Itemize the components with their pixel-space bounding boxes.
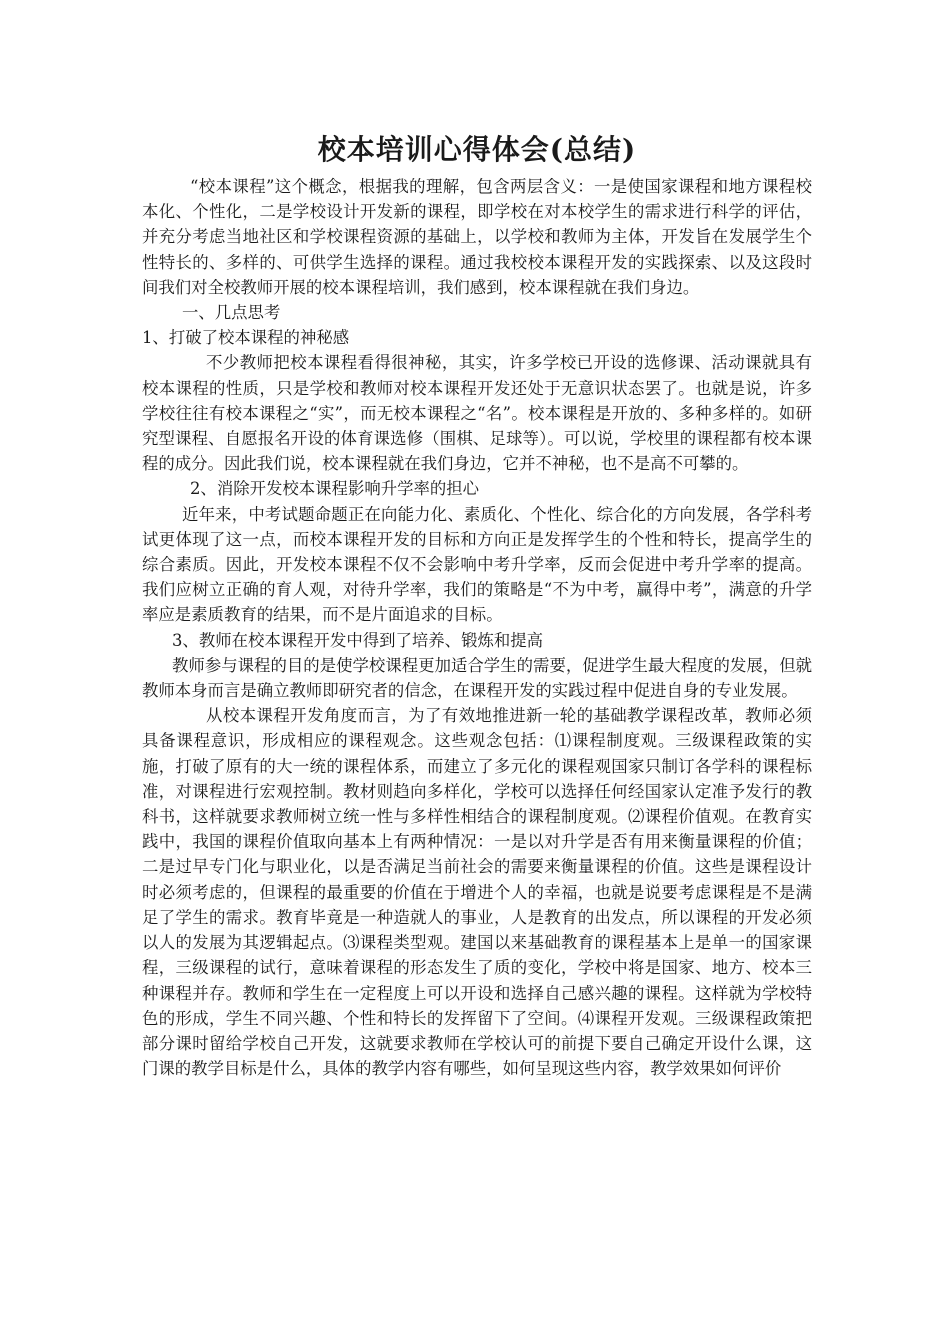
- document-page: [142, 128, 812, 1081]
- paragraph-3: 教师参与课程的目的是使学校课程更加适合学生的需要，促进学生最大程度的发展，但就教师本身而言是确立教师即研究者的信念，在课程开发的实践过程中促进自身的专业发展。: [142, 655, 812, 701]
- paragraph-4: 从校本课程开发角度而言，为了有效地推进新一轮的基础教学课程改革，教师必须具备课程意识，形成相应的课程观念。这些观念包括：⑴课程制度观。三级课程政策的实施，打破了原有的大一统的课程体系，而建立了多元化的课程观国家只制订各学科的课程标准，对课程进行宏观控制。教材则趋向多样化，学校可以选择任何经国家认定准予发行的教科书，这样就要求教师树立统一性与多样性相结合的课程制度观。⑵课程价值观。在教育实践中，我国的课程价值取向基本上有两种情况：一是以对升学是否有用来衡量课程的价值；二是过早专门化与职业化，以是否满足当前社会的需要来衡量课程的价值。这些是课程设计时必须考虑的，但课程的最重要的价值在于增进个人的幸福，也就是说要考虑课程是不是满足了学生的需求。教育毕竟是一种造就人的事业，人是教育的出发点，所以课程的开发必须以人的发展为其逻辑起点。⑶课程类型观。建国以来基础教育的课程基本上是单一的国家课程，三级课程的试行，意味着课程的形态发生了质的变化，学校中将是国家、地方、校本三种课程并存。教师和学生在一定程度上可以开设和选择自己感兴趣的课程。这样就为学校特色的形成，学生不同兴趣、个性和特长的发挥留下了空间。⑷课程开发观。三级课程政策把部分课时留给学校自己开发，这就要求教师在学校认可的前提下要自己确定开设什么课，这门课的教学目标是什么，具体的教学内容有哪些，如何呈现这些内容，教学效果如何评价: [142, 706, 812, 1079]
- paragraph-1: 不少教师把校本课程看得很神秘，其实，许多学校已开设的选修课、活动课就具有校本课程的性质，只是学校和教师对校本课程开发还处于无意识状态罢了。也就是说，许多学校往往有校本课程之“实”，而无校本课程之“名”。校本课程是开放的、多种多样的。如研究型课程、自愿报名开设的体育课选修（围棋、足球等）。可以说，学校里的课程都有校本课程的成分。因此我们说，校本课程就在我们身边，它并不神秘，也不是高不可攀的。: [142, 353, 812, 474]
- document-title: 校本培训心得体会(总结): [317, 133, 637, 166]
- subheading-3: 3、教师在校本课程开发中得到了培养、锻炼和提高: [172, 630, 544, 650]
- intro-paragraph: “校本课程”这个概念，根据我的理解，包含两层含义：一是使国家课程和地方课程校本化、个性化，二是学校设计开发新的课程，即学校在对本校学生的需求进行科学的评估，并充分考虑当地社区和学校课程资源的基础上，以学校和教师为主体，开发旨在发展学生个性特长的、多样的、可供学生选择的课程。通过我校校本课程开发的实践探索、以及这段时间我们对全校教师开展的校本课程培训，我们感到，校本课程就在我们身边。: [142, 177, 812, 297]
- section-heading-thoughts: 一、几点思考: [182, 303, 281, 323]
- subheading-1: 1、打破了校本课程的神秘感: [142, 328, 350, 348]
- subheading-2: 2、消除开发校本课程影响升学率的担心: [190, 479, 480, 499]
- paragraph-2: 近年来，中考试题命题正在向能力化、素质化、个性化、综合化的方向发展，各学科考试更体现了这一点，而校本课程开发的目标和方向正是发挥学生的个性和特长，提高学生的综合素质。因此，开发校本课程不仅不会影响中考升学率，反而会促进中考升学率的提高。我们应树立正确的育人观，对待升学率，我们的策略是“不为中考，赢得中考”，满意的升学率应是素质教育的结果，而不是片面追求的目标。: [142, 504, 812, 625]
